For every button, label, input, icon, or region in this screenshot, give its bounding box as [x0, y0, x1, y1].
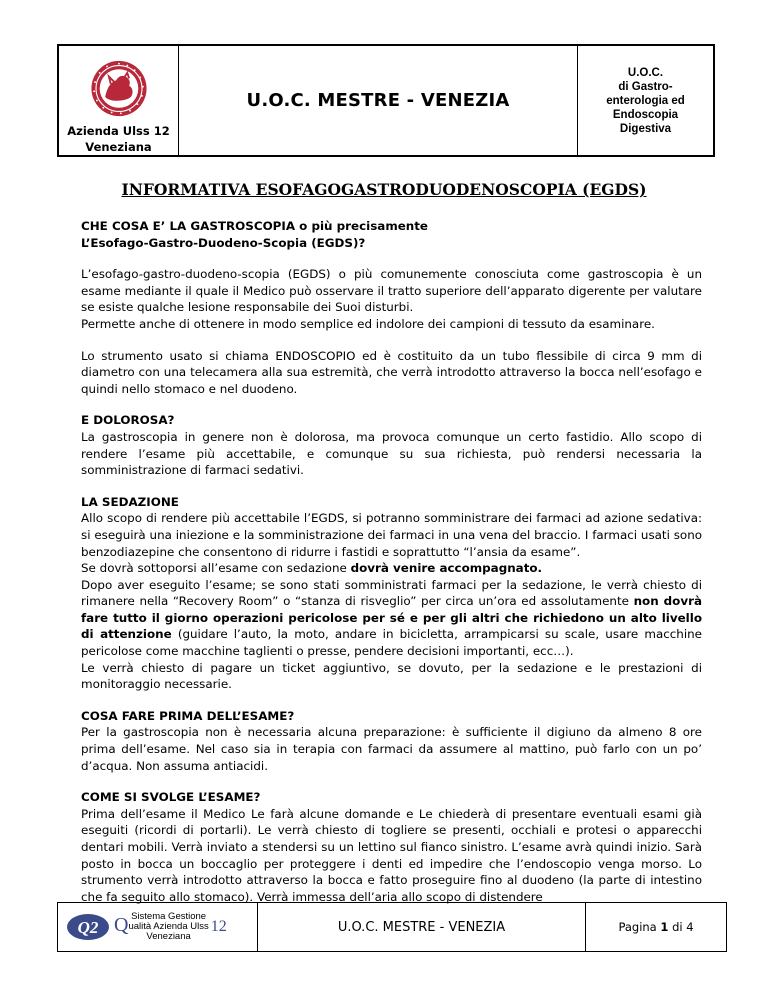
header-title-cell [179, 46, 578, 155]
paragraph: La gastroscopia in genere non è dolorosa, ma provoca comunque un certo fastidio. Allo scopo di rendere l’esame più accettabile, e comunque su sua richiesta, può rendersi necessaria la somministrazione di farmaci sedativi. [81, 429, 702, 478]
paragraph: Dopo aver eseguito l’esame; se sono stati somministrati farmaci per la sedazione, le verrà chiesto di rimanere nella “Recovery Room” o “stanza di risveglio” per circa un’ora ed assolutamente non dovrà fare tutto il giorno operazioni pericolose per sé e per gli altri che richiedono un alto livello di attenzione (guidare l’auto, la moto, andare in bicicletta, arrampicarsi su scale, usare macchine pericolose come macchine taglienti o presse, pendere decisioni importanti, ecc…). [81, 577, 703, 659]
quality-logo: Q2 Q Sistema Gestione ualità Azienda Ulss Veneziana 12 [58, 903, 258, 951]
section-heading: E DOLOROSA? [81, 413, 175, 428]
paragraph: Se dovrà sottoporsi all’esame con sedazione dovrà venire accompagnato. [81, 561, 543, 576]
paragraph: Allo scopo di rendere più accettabile l’EGDS, si potranno somministrare dei farmaci ad azione sedativa: si eseguirà una iniezione e la somministrazione dei farmaci in una vena del braccio. I farmaci usati sono benzodiazepine che consentono di ridurre i fastidi e soprattutto “l’ansia da esame”. [81, 511, 702, 559]
page-number: Pagina 1 di 4 [618, 920, 694, 934]
paragraph: Permette anche di ottenere in modo semplice ed indolore dei campioni di tessuto da esaminare. [81, 316, 655, 331]
org-cell [59, 46, 179, 155]
footer-title: U.O.C. MESTRE - VENEZIA [258, 903, 586, 951]
quality-q-icon [66, 912, 110, 942]
section-heading: CHE COSA E’ LA GASTROSCOPIA o più precisamente L’Esofago-Gastro-Duodeno-Scopia (EGDS)? [81, 219, 428, 250]
svg-text:Q2: Q2 [77, 918, 99, 937]
document-footer [57, 902, 727, 952]
section-heading: COME SI SVOLGE L’ESAME? [81, 790, 261, 805]
paragraph: Lo strumento usato si chiama ENDOSCOPIO ed è costituito da un tubo flessibile di circa 9 mm di diametro con una telecamera alla sua estremità, che verrà introdotto attraverso la bocca nell’esofago e quindi nello stomaco e nel duodeno. [81, 348, 702, 396]
unit-name: U.O.C. di Gastro- enterologia ed Endoscopia Digestiva [606, 66, 685, 135]
header-title: U.O.C. MESTRE - VENEZIA [246, 90, 510, 111]
document-body [81, 218, 702, 905]
paragraph: Per la gastroscopia non è necessaria alcuna preparazione: è sufficiente il digiuno da almeno 8 ore prima dell’esame. Nel caso sia in terapia con farmaci da assumere al mattino, può farlo con un po’ d’acqua. Non assuma antiacidi. [81, 725, 702, 773]
paragraph: L’esofago-gastro-duodeno-scopia (EGDS) o più comunemente conosciuta come gastroscopia è un esame mediante il quale il Medico può osservare il tratto superiore dell’apparato digerente per valutare se esiste qualche lesione responsabile dei Suoi disturbi. [81, 267, 702, 315]
document-header [57, 44, 715, 157]
section-heading: COSA FARE PRIMA DELL’ESAME? [81, 708, 295, 723]
lion-seal-icon [88, 60, 150, 117]
org-name: Azienda Ulss 12 Veneziana [67, 124, 170, 154]
quality-logo-text: Q [114, 914, 129, 936]
section-heading: LA SEDAZIONE [81, 494, 179, 509]
paragraph: Prima dell’esame il Medico Le farà alcune domande e Le chiederà di presentare eventuali esami già eseguiti (ricordi di portarli). Le verrà chiesto di togliere se presenti, occhiali e protesi o apparecchi dentari mobili. Verrà inviato a stendersi su un lettino sul fianco sinistro. L’esame avrà quindi inizio. Sarà posto in bocca un boccaglio per proteggere i denti ed impedire che l’endoscopio venga morso. Lo strumento verrà introdotto attraverso la bocca e fatto proseguire fino al duodeno (la parte di intestino che fa seguito allo stomaco). Verrà immessa dell’aria allo scopo di distendere [81, 806, 702, 904]
document-title: INFORMATIVA ESOFAGOGASTRODUODENOSCOPIA (EGDS) [121, 180, 647, 199]
unit-cell [578, 46, 713, 155]
paragraph: Le verrà chiesto di pagare un ticket aggiuntivo, se dovuto, per la sedazione e le prestazioni di monitoraggio necessarie. [81, 660, 702, 692]
